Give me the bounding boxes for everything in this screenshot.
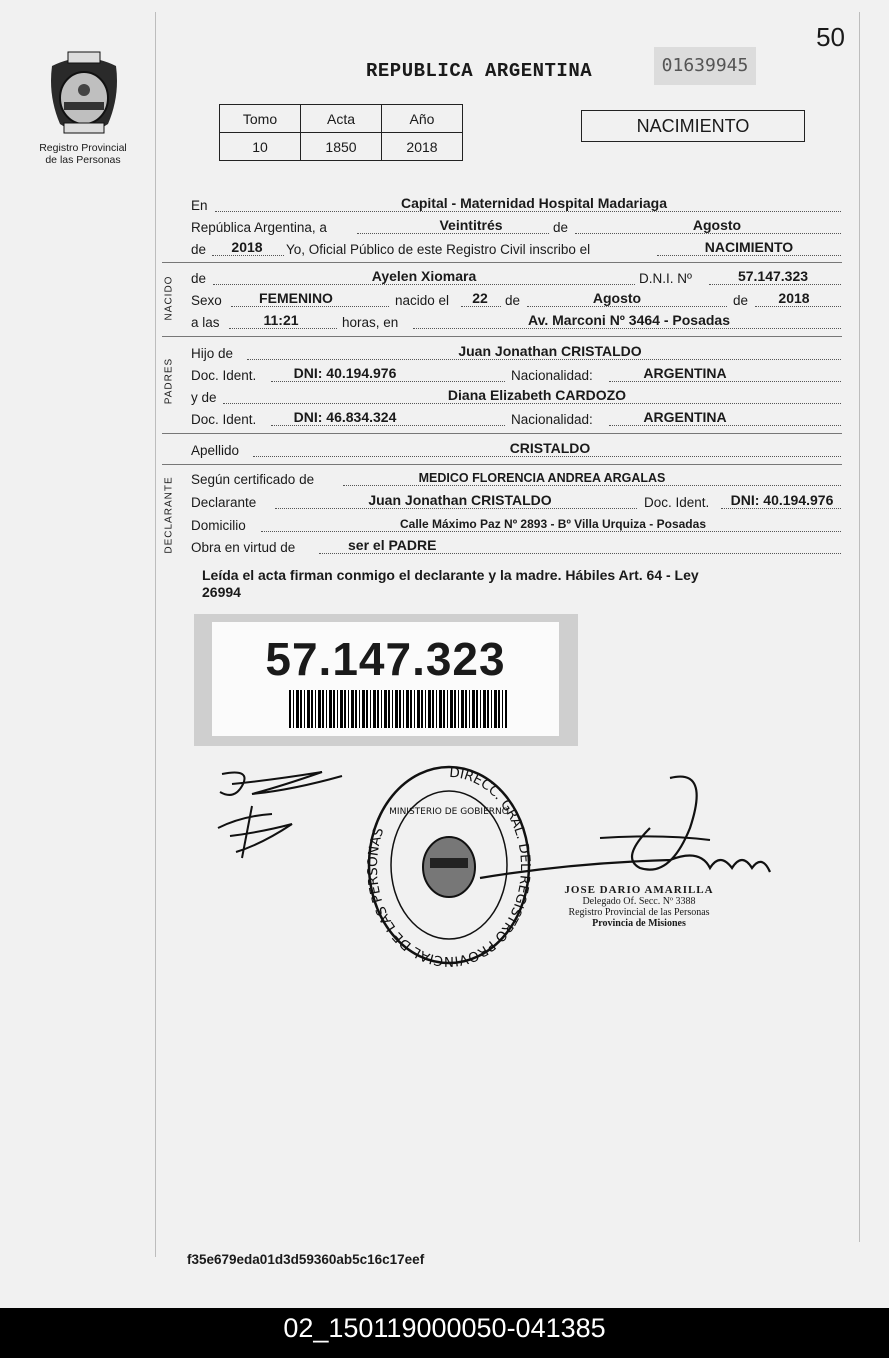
province-logo — [42, 46, 126, 140]
document-title: REPUBLICA ARGENTINA — [366, 60, 593, 82]
hijo-label: Hijo de — [191, 346, 234, 361]
madre-nacionalidad-value: ARGENTINA — [643, 409, 727, 425]
doc-label: Doc. Ident. — [191, 368, 257, 383]
hora-value: 11:21 — [263, 312, 299, 328]
declarante-value: Juan Jonathan CRISTALDO — [368, 492, 552, 508]
horas-en-label: horas, en — [342, 315, 399, 330]
inscribo-text: Yo, Oficial Público de este Registro Civil inscribo el — [286, 242, 591, 257]
row-apellido — [191, 439, 841, 461]
registry-header-tomo: Tomo — [220, 105, 301, 133]
obra-label: Obra en virtud de — [191, 540, 296, 555]
row-domicilio — [191, 514, 841, 536]
section-divider — [162, 262, 842, 263]
apellido-label: Apellido — [191, 443, 240, 458]
en-label: En — [191, 198, 208, 213]
dia-value: Veintitrés — [439, 217, 503, 233]
de-label-5: de — [733, 293, 749, 308]
act-type-box: NACIMIENTO — [581, 110, 805, 142]
row-fecha — [191, 216, 841, 238]
footer-id: 02_150119000050-041385 — [0, 1308, 889, 1358]
official-stamp — [544, 884, 734, 929]
padre-nacionalidad-value: ARGENTINA — [643, 365, 727, 381]
row-declarante — [191, 491, 841, 513]
tipo-inscripcion-value: NACIMIENTO — [704, 239, 794, 255]
yde-label: y de — [191, 390, 217, 405]
left-margin-line — [155, 12, 156, 1257]
row-madre — [191, 386, 841, 408]
madre-doc-value: DNI: 46.834.324 — [293, 409, 397, 425]
row-lugar — [191, 194, 841, 216]
row-padre — [191, 342, 841, 364]
row-certificado — [191, 468, 841, 490]
domicilio-label: Domicilio — [191, 518, 246, 533]
padre-doc-value: DNI: 40.194.976 — [293, 365, 397, 381]
madre-value: Diana Elizabeth CARDOZO — [447, 387, 627, 403]
barcode-icon — [289, 690, 507, 728]
registry-table — [219, 104, 463, 161]
dni-sticker-number: 57.147.323 — [265, 633, 506, 685]
registry-value-anio: 2018 — [382, 133, 463, 161]
alas-label: a las — [191, 315, 220, 330]
serial-number: 01639945 — [654, 47, 756, 85]
sexo-label: Sexo — [191, 293, 222, 308]
official-registry: Registro Provincial de las Personas — [568, 907, 710, 918]
declarante-doc-label: Doc. Ident. — [644, 495, 710, 510]
seal-inner-text: MINISTERIO DE GOBIERNO — [389, 807, 509, 817]
de-label-2: de — [191, 242, 207, 257]
official-name: JOSE DARIO AMARILLA — [564, 884, 714, 896]
side-label-nacido: NACIDO — [163, 275, 175, 321]
doc-label-2: Doc. Ident. — [191, 412, 257, 427]
de-label: de — [553, 220, 569, 235]
nacionalidad-label: Nacionalidad: — [511, 368, 593, 383]
declarante-doc-value: DNI: 40.194.976 — [730, 492, 834, 508]
obra-value: ser el PADRE — [348, 537, 437, 553]
logo-caption — [28, 142, 138, 166]
nacionalidad-label-2: Nacionalidad: — [511, 412, 593, 427]
right-margin-line — [859, 12, 860, 1242]
registry-value-tomo: 10 — [220, 133, 301, 161]
republica-label: República Argentina, a — [191, 220, 327, 235]
declarant-signature-icon — [212, 766, 357, 866]
seal-ring-text: DIRECC. GRAL. DEL REGISTRO PROVINCIAL DE LAS PERSONAS — [364, 764, 533, 968]
certificado-value: MEDICO FLORENCIA ANDREA ARGALAS — [418, 471, 666, 485]
nombre-value: Ayelen Xiomara — [371, 268, 477, 284]
official-signature-icon — [470, 768, 780, 898]
row-hora — [191, 311, 841, 333]
apellido-value: CRISTALDO — [509, 440, 591, 456]
logo-caption-line2: de las Personas — [45, 154, 121, 166]
nac-anio-value: 2018 — [778, 290, 810, 306]
closing-statement-line2: 26994 — [202, 584, 241, 600]
sexo-value: FEMENINO — [259, 290, 333, 306]
section-divider — [162, 336, 842, 337]
logo-caption-line1: Registro Provincial — [39, 142, 127, 154]
dni-sticker — [194, 614, 578, 746]
row-padre-doc — [191, 364, 841, 386]
nacido-label: nacido el — [395, 293, 450, 308]
nac-mes-value: Agosto — [592, 290, 642, 306]
certificado-label: Según certificado de — [191, 472, 315, 487]
declarante-label: Declarante — [191, 495, 257, 510]
registry-value-acta: 1850 — [301, 133, 382, 161]
page-number: 50 — [816, 22, 845, 52]
official-role: Delegado Of. Secc. Nº 3388 — [582, 896, 696, 907]
row-obra — [191, 536, 841, 558]
row-inscripcion — [191, 238, 841, 260]
closing-statement-line1: Leída el acta firman conmigo el declarante y la madre. Hábiles Art. 64 - Ley — [202, 567, 699, 583]
closing-statement — [202, 567, 824, 601]
dni-label: D.N.I. Nº — [639, 271, 692, 286]
row-sexo — [191, 289, 841, 311]
registry-header-anio: Año — [382, 105, 463, 133]
section-divider — [162, 464, 842, 465]
nac-dia-value: 22 — [472, 290, 488, 306]
de-label-3: de — [191, 271, 207, 286]
padre-value: Juan Jonathan CRISTALDO — [458, 343, 642, 359]
official-province: Provincia de Misiones — [592, 918, 686, 929]
de-label-4: de — [505, 293, 521, 308]
anio-value: 2018 — [231, 239, 263, 255]
side-label-padres: PADRES — [163, 357, 175, 405]
lugar-value: Capital - Maternidad Hospital Madariaga — [400, 195, 668, 211]
section-divider — [162, 433, 842, 434]
row-nombre — [191, 267, 841, 289]
dni-value: 57.147.323 — [737, 268, 809, 284]
row-madre-doc — [191, 408, 841, 430]
mes-value: Agosto — [692, 217, 742, 233]
domicilio-value: Calle Máximo Paz Nº 2893 - Bº Villa Urquiza - Posadas — [400, 517, 706, 531]
lugar-nacimiento-value: Av. Marconi Nº 3464 - Posadas — [528, 312, 730, 328]
document-hash: f35e679eda01d3d59360ab5c16c17eef — [187, 1252, 425, 1267]
side-label-declarante: DECLARANTE — [163, 476, 175, 554]
registry-header-acta: Acta — [301, 105, 382, 133]
